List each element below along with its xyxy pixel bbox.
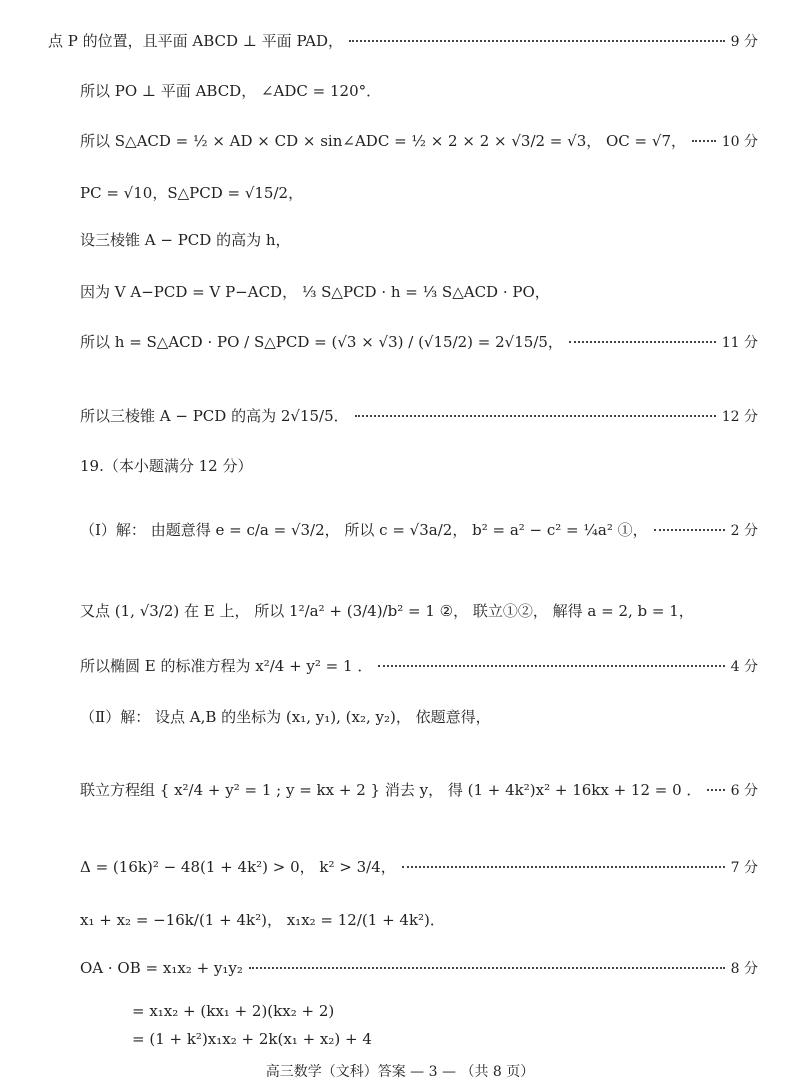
line-text: 联立方程组 { x²/4 + y² = 1 ; y = kx + 2 } 消去 y， 得 (1 + 4k²)x² + 16kx + 12 = 0 ．	[80, 781, 702, 799]
dot-leader	[349, 40, 725, 42]
text-line	[48, 30, 758, 51]
score-label: 9 分	[730, 33, 758, 50]
line-text: 所以 h = S△ACD · PO / S△PCD = (√3 × √3) / (√15/2) = 2√15/5，	[80, 333, 563, 351]
line-text: （Ⅰ）解： 由题意得 e = c/a = √3/2， 所以 c = √3a/2， b² = a² − c² = ¼a² ①，	[80, 521, 648, 539]
dot-leader	[249, 967, 725, 969]
dot-leader	[692, 140, 716, 142]
dot-leader	[355, 415, 716, 417]
line-text: = (1 + k²)x₁x₂ + 2k(x₁ + x₂) + 4	[132, 1030, 372, 1048]
text-line	[80, 281, 758, 302]
line-text: 所以椭圆 E 的标准方程为 x²/4 + y² = 1 ．	[80, 657, 373, 675]
line-text: x₁ + x₂ = −16k/(1 + 4k²)， x₁x₂ = 12/(1 + 4k²)．	[80, 911, 445, 929]
text-line	[80, 958, 758, 978]
text-line	[132, 1002, 758, 1020]
line-text: 点 P 的位置，且平面 ABCD ⊥ 平面 PAD，	[48, 32, 344, 50]
score-label: 4 分	[730, 658, 758, 675]
text-line	[80, 519, 758, 540]
score-label: 11 分	[721, 334, 758, 351]
line-text: 所以 PO ⊥ 平面 ABCD， ∠ADC = 120°．	[80, 82, 382, 100]
line-text: Δ = (16k)² − 48(1 + 4k²) > 0， k² > 3/4，	[80, 858, 396, 876]
dot-leader	[569, 341, 716, 343]
line-text: 所以 S△ACD = ½ × AD × CD × sin∠ADC = ½ × 2 × 2 × √3/2 = √3， OC = √7，	[80, 132, 686, 150]
text-line	[80, 909, 758, 930]
text-line	[80, 182, 758, 203]
text-line	[80, 856, 758, 877]
text-line	[80, 779, 758, 800]
line-text: PC = √10，S△PCD = √15/2，	[80, 184, 304, 202]
score-label: 7 分	[730, 859, 758, 876]
text-line	[80, 229, 758, 250]
text-line	[80, 600, 758, 621]
text-line	[80, 655, 758, 676]
line-text: 所以三棱锥 A − PCD 的高为 2√15/5．	[80, 407, 349, 425]
score-label: 10 分	[721, 133, 758, 150]
dot-leader	[378, 665, 724, 667]
text-line	[80, 130, 758, 151]
dot-leader	[654, 529, 725, 531]
text-line	[80, 706, 758, 727]
dot-leader	[707, 789, 724, 791]
text-line	[80, 331, 758, 352]
text-line	[80, 405, 758, 426]
text-line	[80, 80, 758, 101]
dot-leader	[402, 866, 725, 868]
line-text: 又点 (1, √3/2) 在 E 上， 所以 1²/a² + (3/4)/b² = 1 ②， 联立①②， 解得 a = 2, b = 1，	[80, 602, 694, 620]
score-label: 12 分	[721, 408, 758, 425]
score-label: 8 分	[730, 961, 758, 977]
text-line	[132, 1030, 758, 1048]
line-text: 19.（本小题满分 12 分）	[80, 457, 253, 475]
score-label: 2 分	[730, 522, 758, 539]
line-text: = x₁x₂ + (kx₁ + 2)(kx₂ + 2)	[132, 1002, 335, 1020]
line-text: 因为 V A−PCD = V P−ACD， ⅓ S△PCD · h = ⅓ S△ACD · PO，	[80, 283, 550, 301]
line-text: OA · OB = x₁x₂ + y₁y₂	[80, 959, 243, 977]
line-text: （Ⅱ）解： 设点 A,B 的坐标为 (x₁, y₁), (x₂, y₂)， 依题意得，	[80, 708, 491, 726]
page-footer: 高三数学（文科）答案 — 3 — （共 8 页）	[265, 1064, 535, 1080]
line-text: 设三棱锥 A − PCD 的高为 h，	[80, 231, 291, 249]
score-label: 6 分	[730, 782, 758, 799]
section-heading	[80, 455, 758, 476]
